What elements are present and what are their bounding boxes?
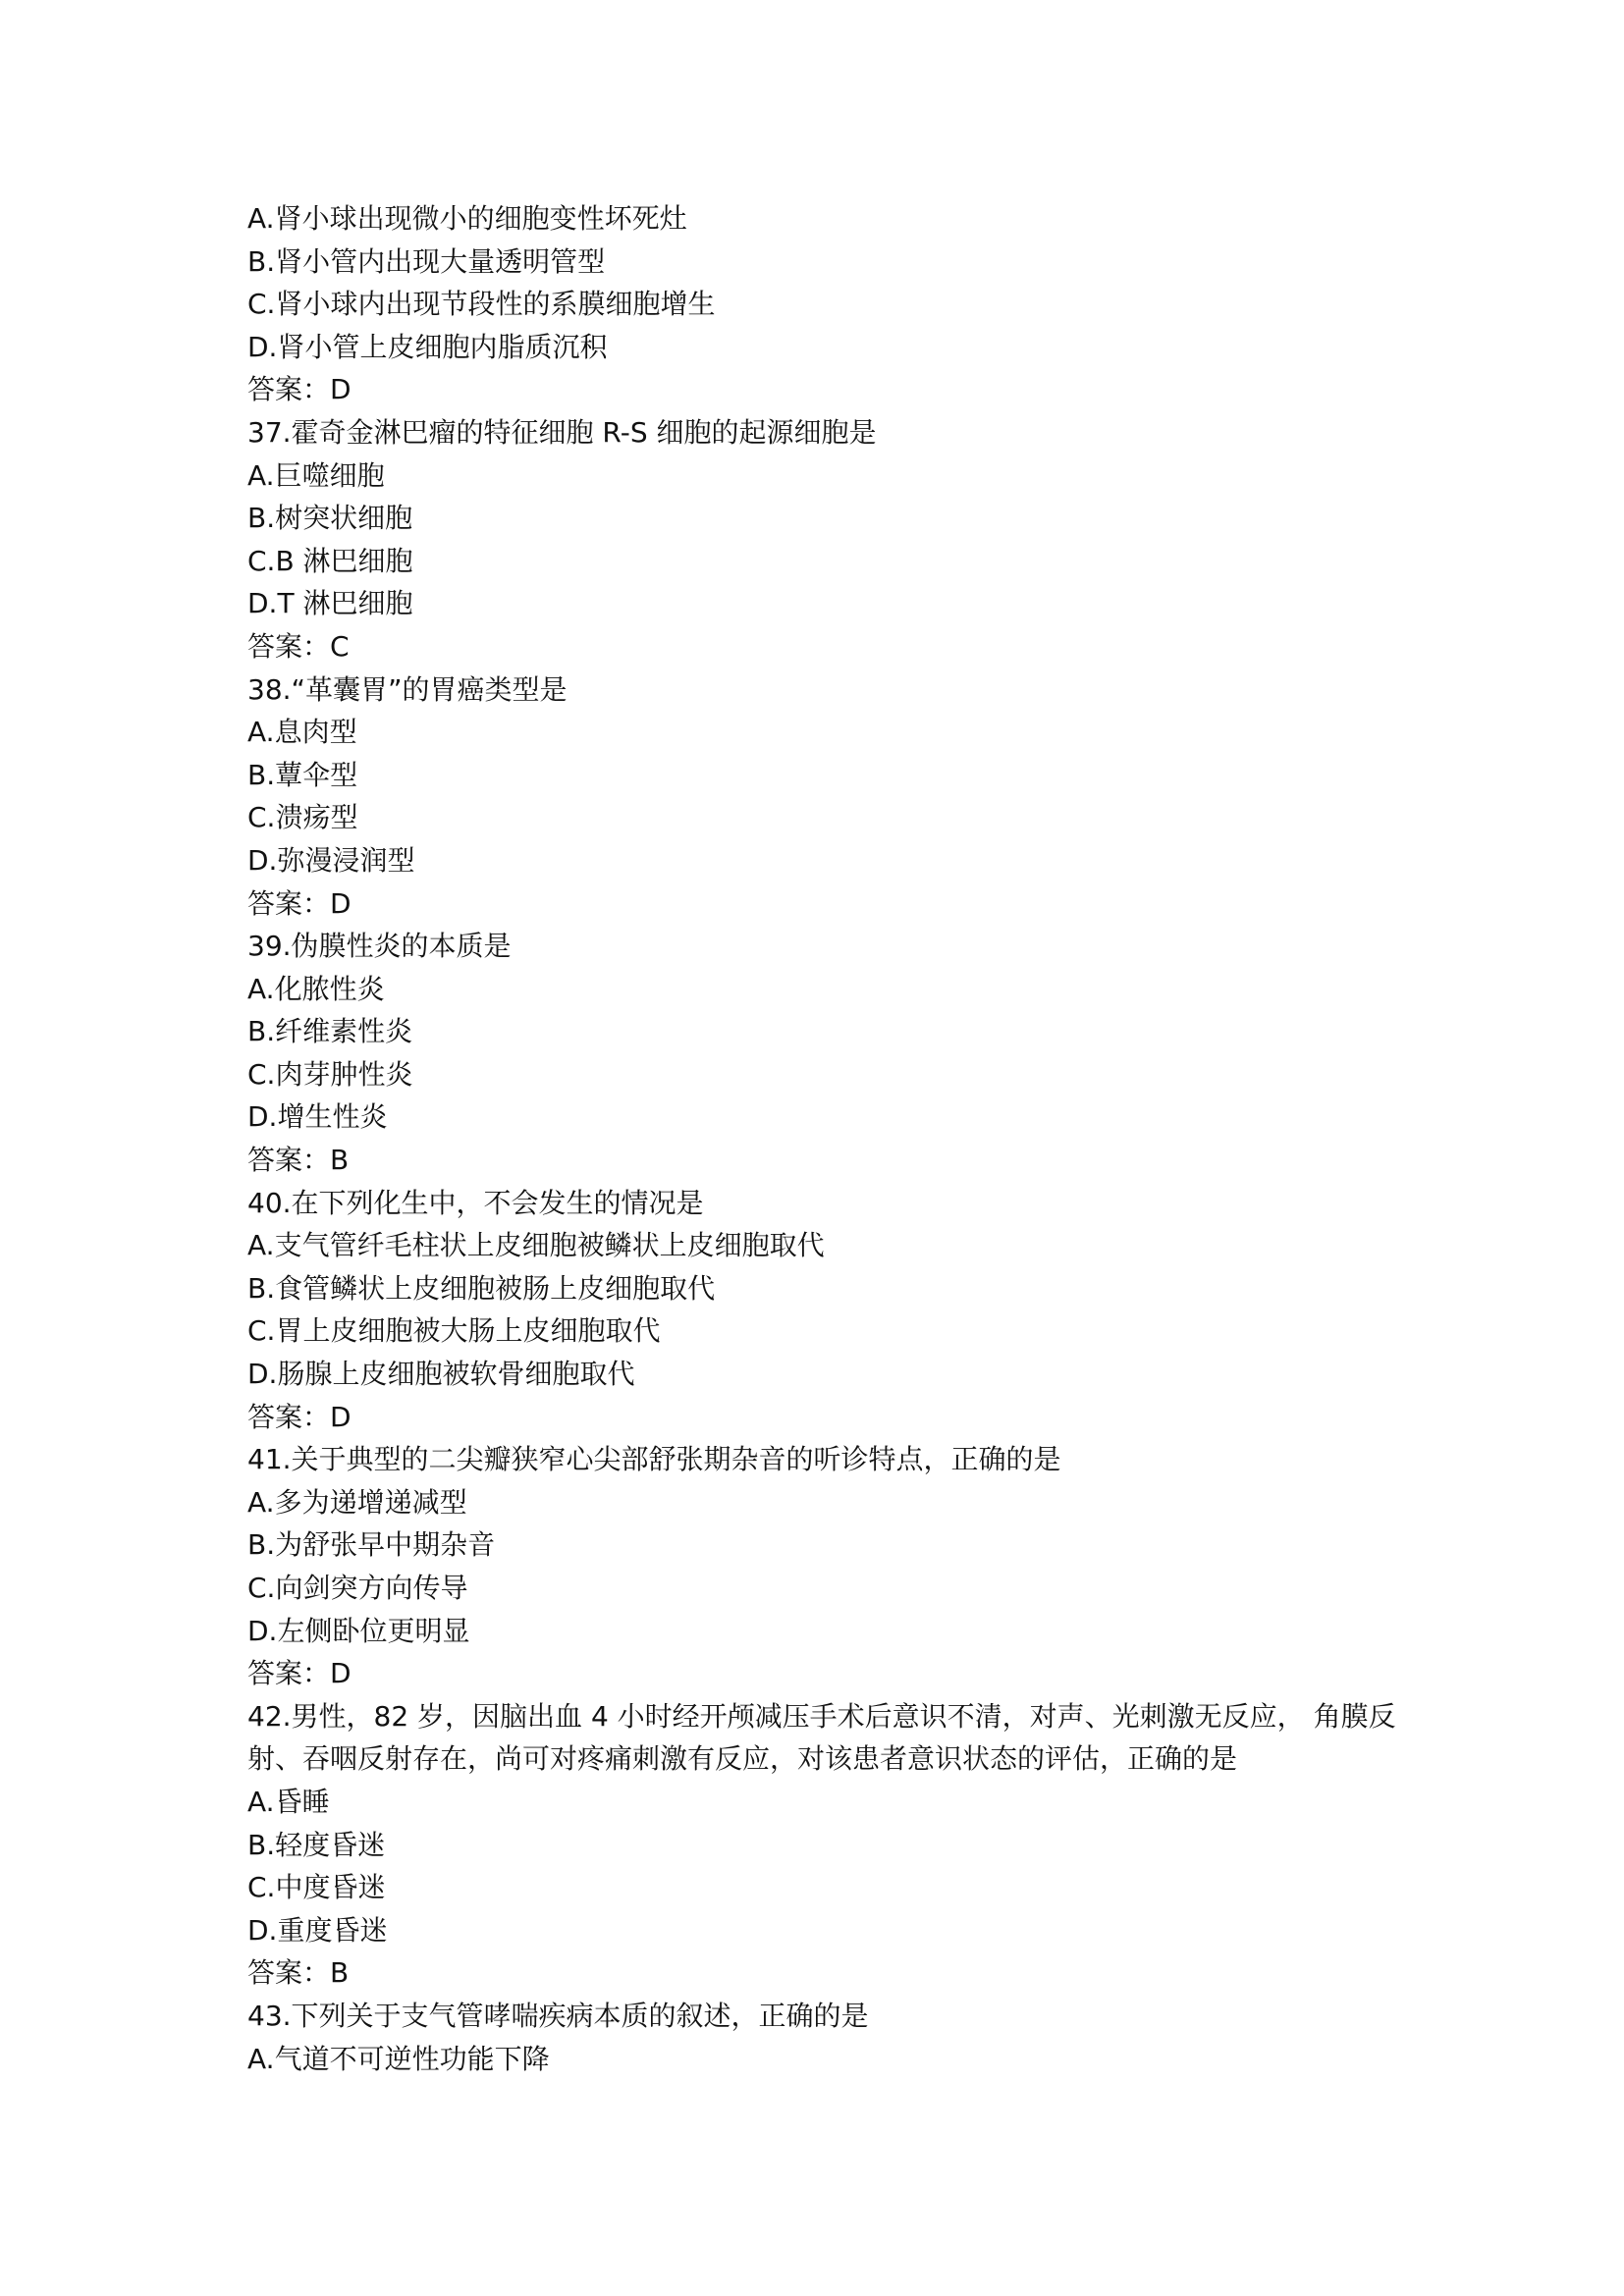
q42-question: 42.男性，82 岁，因脑出血 4 小时经开颅减压手术后意识不清，对声、光刺激无反应， 角膜反射、吞咽反射存在，尚可对疼痛刺激有反应，对该患者意识状态的评估，正确的是	[247, 1699, 1396, 1776]
q38-option-a: A.息肉型	[247, 716, 357, 749]
q37-option-a: A.巨噬细胞	[247, 458, 385, 492]
q36-option-c: C.肾小球内出现节段性的系膜细胞增生	[247, 288, 716, 321]
q41-question: 41.关于典型的二尖瓣狭窄心尖部舒张期杂音的听诊特点，正确的是	[247, 1443, 1061, 1476]
q38-option-b: B.蕈伞型	[247, 758, 358, 791]
q38-question: 38.“革囊胃”的胃癌类型是	[247, 672, 568, 706]
q37-option-d: D.T 淋巴细胞	[247, 587, 413, 620]
q37-question: 37.霍奇金淋巴瘤的特征细胞 R-S 细胞的起源细胞是	[247, 415, 877, 449]
q37-answer: 答案：C	[247, 629, 350, 663]
q39-option-a: A.化脓性炎	[247, 972, 385, 1005]
q36-option-d: D.肾小管上皮细胞内脂质沉积	[247, 330, 608, 363]
q43-question: 43.下列关于支气管哮喘疾病本质的叙述，正确的是	[247, 1999, 869, 2032]
q42-option-d: D.重度昏迷	[247, 1913, 388, 1947]
q42-answer: 答案：B	[247, 1956, 350, 1990]
q40-option-a: A.支气管纤毛柱状上皮细胞被鳞状上皮细胞取代	[247, 1229, 825, 1262]
q39-option-d: D.增生性炎	[247, 1100, 388, 1134]
q38-option-d: D.弥漫浸润型	[247, 843, 415, 877]
q37-option-c: C.B 淋巴细胞	[247, 544, 413, 577]
q39-option-c: C.肉芽肿性炎	[247, 1057, 413, 1091]
q38-answer: 答案：D	[247, 886, 352, 920]
q39-answer: 答案：B	[247, 1144, 350, 1177]
q42-option-b: B.轻度昏迷	[247, 1828, 386, 1861]
q40-question: 40.在下列化生中，不会发生的情况是	[247, 1186, 704, 1219]
q36-answer: 答案：D	[247, 373, 352, 406]
document-page	[247, 197, 1406, 2080]
q37-option-b: B.树突状细胞	[247, 502, 413, 535]
q41-option-c: C.向剑突方向传导	[247, 1572, 468, 1604]
q42-option-a: A.昏睡	[247, 1785, 330, 1818]
q41-answer: 答案：D	[247, 1657, 352, 1690]
q36-option-b: B.肾小管内出现大量透明管型	[247, 244, 606, 278]
q43-option-a: A.气道不可逆性功能下降	[247, 2042, 550, 2075]
q40-option-c: C.胃上皮细胞被大肠上皮细胞取代	[247, 1314, 661, 1348]
q36-option-a: A.肾小球出现微小的细胞变性坏死灶	[247, 202, 687, 235]
q40-option-b: B.食管鳞状上皮细胞被肠上皮细胞取代	[247, 1271, 716, 1305]
q41-option-d: D.左侧卧位更明显	[247, 1614, 470, 1647]
q41-option-b: B.为舒张早中期杂音	[247, 1528, 496, 1562]
q40-answer: 答案：D	[247, 1400, 352, 1433]
q39-option-b: B.纤维素性炎	[247, 1015, 413, 1048]
q39-question: 39.伪膜性炎的本质是	[247, 930, 512, 963]
q42-option-c: C.中度昏迷	[247, 1871, 386, 1904]
q40-option-d: D.肠腺上皮细胞被软骨细胞取代	[247, 1358, 635, 1391]
q41-option-a: A.多为递增递减型	[247, 1485, 467, 1519]
q38-option-c: C.溃疡型	[247, 801, 358, 834]
